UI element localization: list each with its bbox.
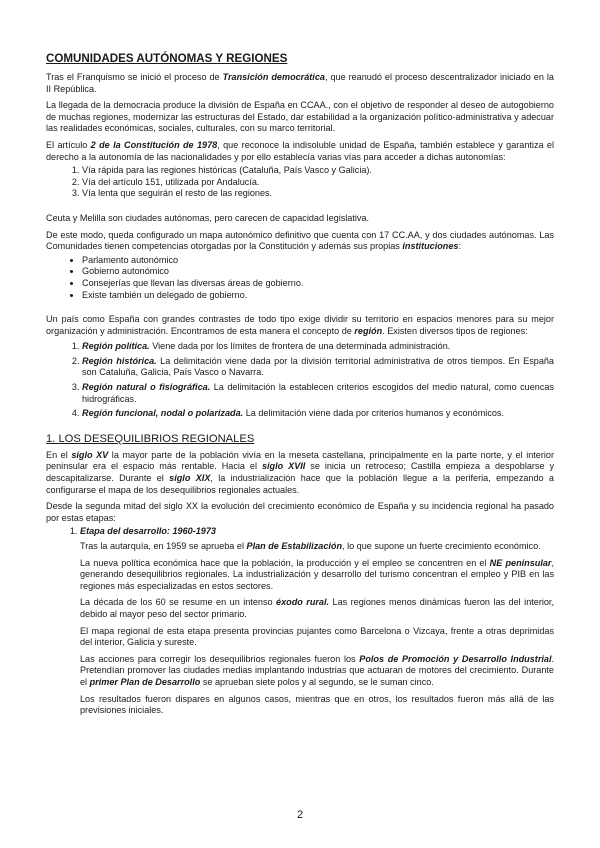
section-paragraph: Desde la segunda mitad del siglo XX la evolución del crecimiento económico de España y su incidencia regional ha pasado por estas etapas:	[46, 501, 554, 523]
intro-paragraph: De este modo, queda configurado un mapa autonómico definitivo que cuenta con 17 CC.AA, y dos ciudades autónomas. Las Comunidades tienen competencias otorgadas por la Constitución y además sus propias instituciones:	[46, 229, 554, 252]
page-number: 2	[296, 809, 304, 821]
intro-paragraph: La llegada de la democracia produce la división de España en CCAA., con el objetivo de responder al deseo de autogobierno de muchas regiones, modernizar las estructuras del Estado, dar estabilidad a la organización político-administrativa y adecuar las realidades económicas, sociales, culturales, con su marco territorial.	[46, 100, 555, 134]
stage-paragraph: El mapa regional de esta etapa presenta provincias pujantes como Barcelona o Vizcaya, frente a otras deprimidas del interior, Galicia y sureste.	[80, 625, 554, 648]
list-item: 2. Región histórica. La delimitación viene dada por la división territorial administrativa de otros tiempos. En España son Cataluña, Galicia, País Vasco o Navarra.	[82, 356, 554, 379]
list-item: • Gobierno autonómico	[82, 266, 554, 278]
stage-paragraph: Tras la autarquía, en 1959 se aprueba el Plan de Estabilización, lo que supone un fuerte crecimiento económico.	[80, 541, 541, 551]
stage-title: 1. Etapa del desarrollo: 1960-1973	[80, 526, 216, 537]
intro-paragraph: El artículo 2 de la Constitución de 1978, que reconoce la indisoluble unidad de España, también establece y garantiza el derecho a la autonomía de las nacionalidades y por ello establecía varias vías para acceder a dichas autonomías:	[46, 139, 554, 162]
stage-paragraph: La década de los 60 se resume en un intenso éxodo rural. Las regiones menos dinámicas fueron las del interior, debido al mayor peso del sector primario.	[80, 597, 554, 619]
list-item: 3. Región natural o fisiográfica. La delimitación la establecen criterios escogidos del medio natural, como cuencas hidrográficas.	[82, 382, 554, 405]
stage-body	[80, 541, 554, 717]
intro-paragraph: Ceuta y Melilla son ciudades autónomas, pero carecen de capacidad legislativa.	[46, 212, 370, 223]
list-item	[80, 526, 554, 716]
stages-list	[46, 526, 554, 716]
intro-paragraph: Tras el Franquismo se inició el proceso de Transición democrática, que reanudó el proceso descentralizador iniciado en la II República.	[46, 72, 554, 94]
region-types-list	[46, 341, 554, 420]
list-item: 4. Región funcional, nodal o polarizada. La delimitación viene dada por criterios humanos y económicos.	[82, 408, 554, 420]
list-item: • Parlamento autonómico	[82, 255, 554, 267]
list-item: 3. Vía lenta que seguirán el resto de las regiones.	[82, 188, 554, 200]
institutions-list	[46, 255, 554, 301]
list-item: • Consejerías que llevan las diversas áreas de gobierno.	[82, 278, 554, 290]
page-title: COMUNIDADES AUTÓNOMAS Y REGIONES	[46, 52, 288, 65]
section-paragraph: En el siglo XV la mayor parte de la población vivía en la meseta castellana, principalmente en la parte norte, y el interior peninsular era el espacio más rentable. Hacia el siglo XVII se inicia un retroceso; Castilla empieza a despoblarse y descapitalizarse. Durante el siglo XIX, la industrialización hace que la población llegue a la periferia, empezando a configurarse el mapa de los desequilibrios regionales actuales.	[46, 449, 555, 495]
stage-paragraph: La nueva política económica hace que la población, la producción y el empleo se concentren en el NE peninsular, generando desequilibrios regionales. La industrialización y desarrollo del turismo concentran el empleo y PIB en las regiones más especializadas en estos sectores.	[80, 557, 554, 591]
stage-paragraph: Las acciones para corregir los desequilibrios regionales fueron los Polos de Promoción y Desarrollo Industrial. Pretendían promover las ciudades medias implantando industrias que actuaran de motores del crecimiento. Durante el primer Plan de Desarrollo se aprueban siete polos y al segundo, se le suman cinco.	[80, 653, 555, 687]
section-heading: 1. LOS DESEQUILIBRIOS REGIONALES	[46, 432, 255, 445]
list-item: 2. Vía del artículo 151, utilizada por Andalucía.	[82, 177, 554, 189]
autonomy-routes-list	[46, 165, 554, 200]
list-item: • Existe también un delegado de gobierno.	[82, 290, 554, 302]
list-item: 1. Región política. Viene dada por los límites de frontera de una determinada administración.	[82, 341, 554, 353]
intro-paragraph: Un país como España con grandes contrastes de todo tipo exige dividir su territorio en espacios menores para su mejor organización y administración. Encontramos de esta manera el concepto de región. Existen diversos tipos de regiones:	[46, 314, 554, 336]
list-item: 1. Vía rápida para las regiones históricas (Cataluña, País Vasco y Galicia).	[82, 165, 554, 177]
stage-paragraph: Los resultados fueron dispares en algunos casos, mientras que en otros, los resultados fueron más allá de las previsiones iniciales.	[80, 693, 554, 716]
